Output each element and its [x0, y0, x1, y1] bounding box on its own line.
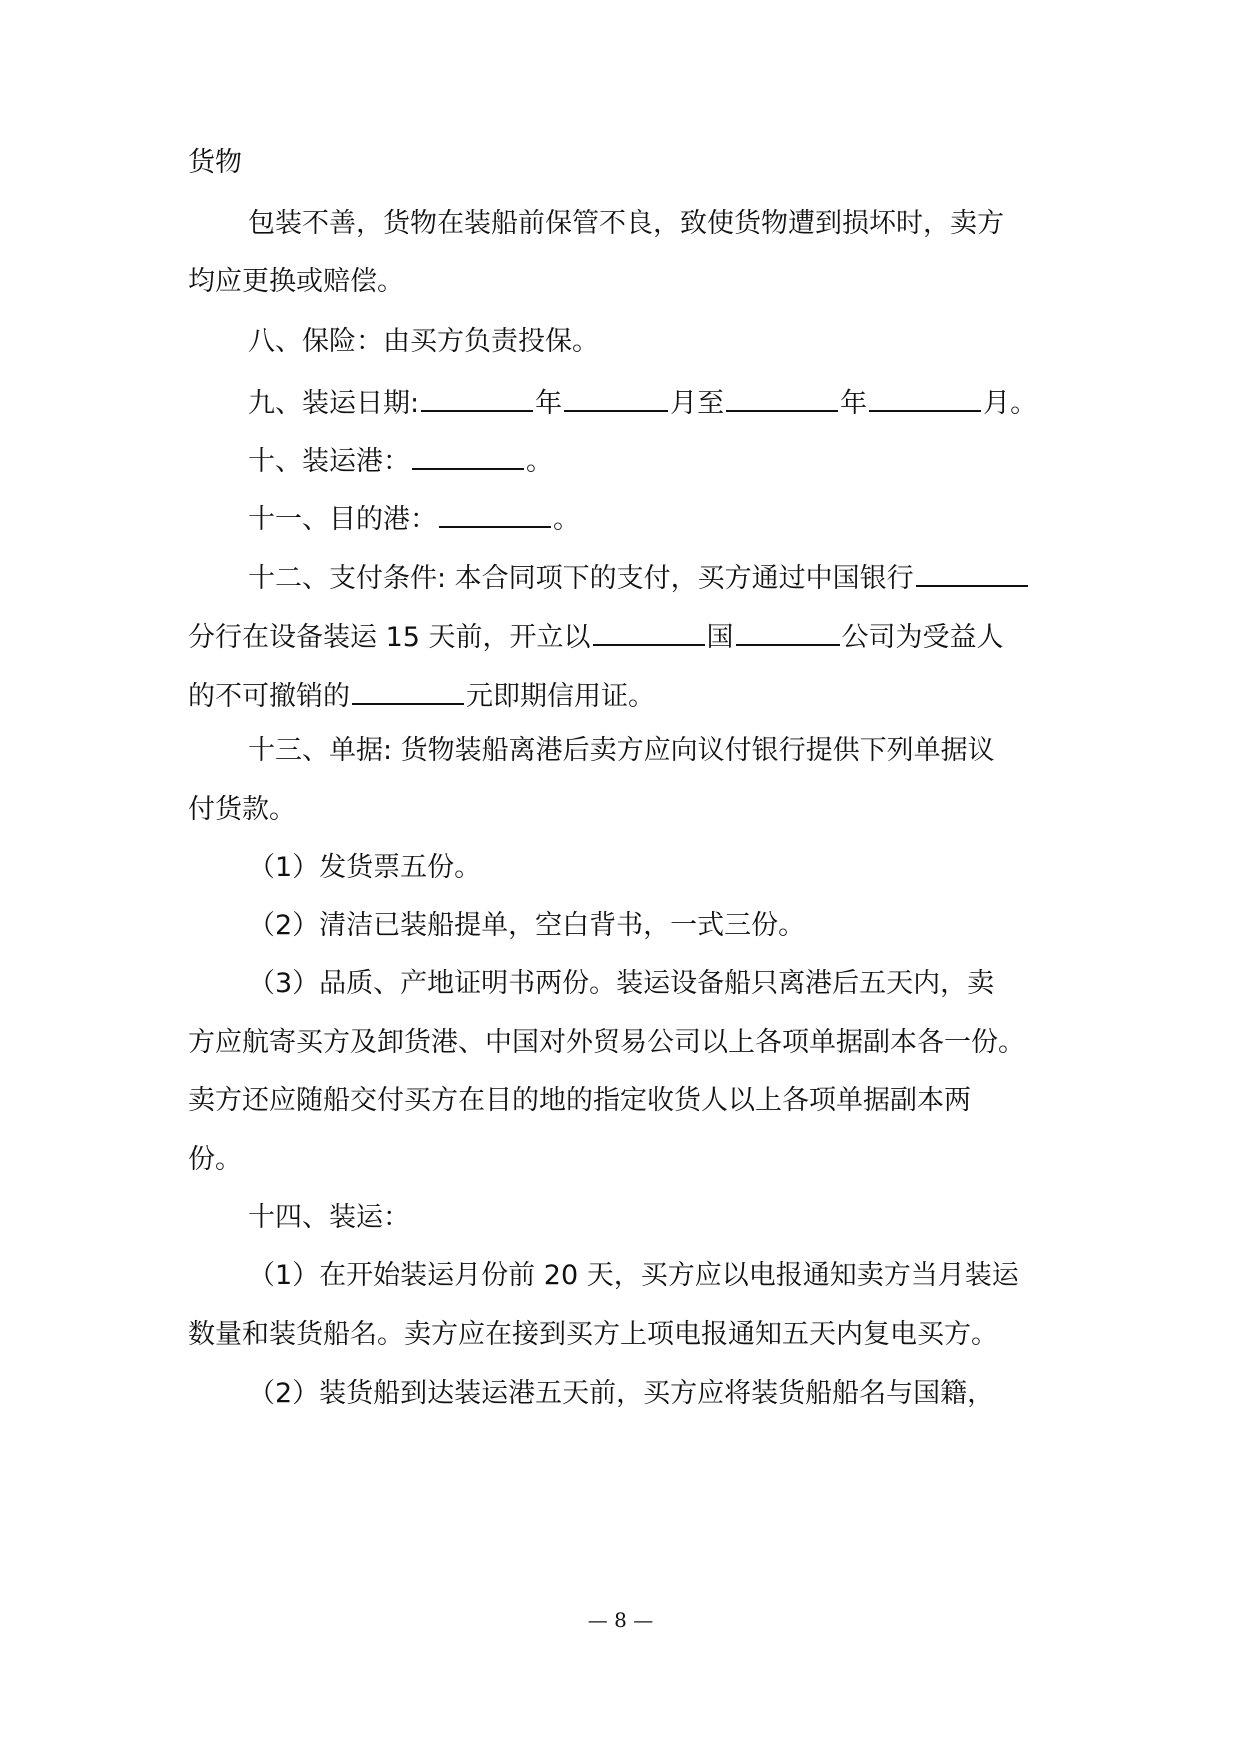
text-segment: 年 [535, 388, 563, 419]
blank-field[interactable] [726, 380, 838, 412]
text-line: 付货款。 [188, 794, 296, 825]
text-segment: 十、装运港： [248, 446, 410, 477]
text-line: 卖方还应随船交付买方在目的地的指定收货人以上各项单据副本两 [188, 1085, 971, 1116]
blank-field[interactable] [421, 380, 533, 412]
text-segment: 的不可撤销的 [188, 681, 350, 712]
blank-field[interactable] [412, 438, 524, 470]
text-line: 份。 [188, 1144, 242, 1175]
text-line: 货物 [188, 147, 242, 178]
list-item: （2）装货船到达装运港五天前，买方应将装货船船名与国籍， [248, 1378, 995, 1409]
section-shipment: 十四、装运： [248, 1202, 410, 1233]
text-segment: 分行在设备装运 15 天前，开立以 [188, 622, 591, 653]
text-line: 方应航寄买方及卸货港、中国对外贸易公司以上各项单据副本各一份。 [188, 1027, 1025, 1058]
blank-field[interactable] [564, 380, 668, 412]
section-insurance: 八、保险：由买方负责投保。 [248, 326, 599, 357]
text-line [188, 673, 655, 713]
blank-field[interactable] [916, 555, 1028, 587]
text-line: 包装不善，货物在装船前保管不良，致使货物遭到损坏时，卖方 [248, 208, 1004, 239]
blank-field[interactable] [439, 496, 551, 528]
section-shipment-date [248, 380, 1037, 420]
blank-field[interactable] [736, 614, 840, 646]
text-segment: 月至 [670, 388, 725, 419]
text-segment: 十一、目的港： [248, 504, 437, 535]
text-segment: 国 [706, 622, 734, 653]
section-loading-port [248, 438, 553, 478]
text-line [188, 614, 1004, 654]
blank-field[interactable] [869, 380, 981, 412]
blank-field[interactable] [352, 673, 464, 705]
section-documents: 十三、单据: 货物装船离港后卖方应向议付银行提供下列单据议 [248, 735, 995, 766]
section-payment-terms [248, 555, 1030, 595]
blank-field[interactable] [593, 614, 705, 646]
page-number: — 8 — [587, 1608, 654, 1632]
list-item: （1）在开始装运月份前 20 天，买方应以电报通知卖方当月装运 [248, 1260, 1019, 1291]
text-segment: 。 [553, 504, 580, 535]
text-segment: 公司为受益人 [841, 622, 1004, 653]
text-segment: 元即期信用证。 [466, 681, 655, 712]
list-item: （3）品质、产地证明书两份。装运设备船只离港后五天内，卖 [248, 968, 995, 999]
text-line: 均应更换或赔偿。 [188, 266, 404, 297]
text-segment: 月。 [983, 388, 1038, 419]
text-segment: 年 [840, 388, 868, 419]
list-item: （2）清洁已装船提单，空白背书，一式三份。 [248, 910, 806, 941]
text-segment: 十二、支付条件: 本合同项下的支付，买方通过中国银行 [248, 563, 914, 594]
section-destination-port [248, 496, 580, 536]
text-segment: 九、装运日期: [248, 388, 420, 419]
list-item: （1）发货票五份。 [248, 852, 482, 883]
text-line: 数量和装货船名。卖方应在接到买方上项电报通知五天内复电买方。 [188, 1319, 998, 1350]
text-segment: 。 [526, 446, 553, 477]
